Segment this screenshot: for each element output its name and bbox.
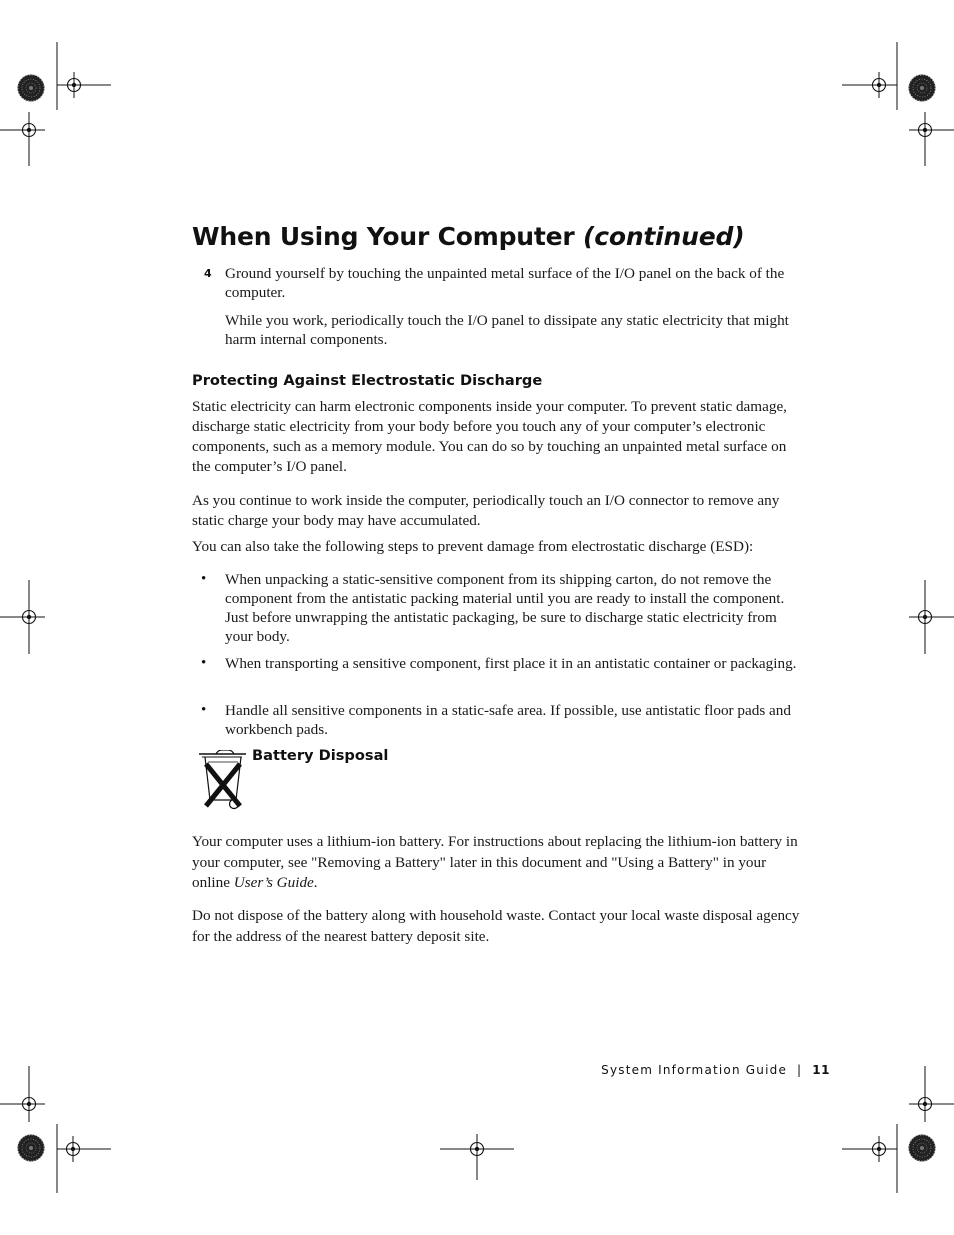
page-number: 11 <box>812 1063 830 1077</box>
step-number: 4 <box>204 267 212 280</box>
page-title <box>192 222 744 251</box>
esd-heading: Protecting Against Electrostatic Discharge <box>192 372 543 389</box>
battery-heading: Battery Disposal <box>252 747 389 764</box>
battery-paragraph-2: Do not dispose of the battery along with household waste. Contact your local waste disposal agency for the address of the nearest battery deposit site. <box>192 907 800 945</box>
bullet-glyph: • <box>201 702 207 718</box>
esd-bullet-1: When unpacking a static-sensitive component from its shipping carton, do not remove the component from the antistatic packing material until you are ready to install the component. Just before unwrapping the antistatic packaging, be sure to discharge static electricity from your body. <box>225 571 785 645</box>
battery-paragraph-1 <box>192 832 804 894</box>
bullet-glyph: • <box>201 571 207 587</box>
crossed-out-wheeled-bin-icon <box>196 750 250 814</box>
color-bar-top-right <box>909 75 936 102</box>
footer-guide-name: System Information Guide <box>601 1063 788 1077</box>
color-bar-bottom-left <box>18 1135 45 1162</box>
esd-paragraph-3: You can also take the following steps to prevent damage from electrostatic discharge (ESD): <box>192 538 754 555</box>
footer-separator: | <box>797 1063 803 1077</box>
esd-bullet-3: Handle all sensitive components in a static-safe area. If possible, use antistatic floor pads and workbench pads. <box>225 702 791 738</box>
battery-paragraph-1-end: . <box>313 874 318 891</box>
esd-paragraph-1: Static electricity can harm electronic components inside your computer. To prevent static damage, discharge static electricity from your body before you touch any of your computer’s electronic components, such as a memory module. You can do so by touching an unpainted metal surface on the computer’s I/O panel. <box>192 398 787 475</box>
color-bar-bottom-right <box>909 1135 936 1162</box>
color-bar-top-left <box>18 75 45 102</box>
page-title-main: When Using Your Computer <box>192 222 575 251</box>
bullet-glyph: • <box>201 655 207 671</box>
page-footer <box>601 1062 830 1078</box>
step-note: While you work, periodically touch the I/O panel to dissipate any static electricity that might harm internal components. <box>225 312 789 348</box>
battery-paragraph-1-text: Your computer uses a lithium-ion battery. For instructions about replacing the lithium-ion battery in your computer, see "Removing a Battery" later in this document and "Using a Battery" in your online <box>192 833 798 891</box>
esd-paragraph-2: As you continue to work inside the computer, periodically touch an I/O connector to remove any static charge your body may have accumulated. <box>192 492 780 529</box>
esd-bullet-2: When transporting a sensitive component, first place it in an antistatic container or packaging. <box>225 655 797 672</box>
users-guide-title: User’s Guide <box>233 874 314 891</box>
step-text: Ground yourself by touching the unpainted metal surface of the I/O panel on the back of the computer. <box>225 265 785 301</box>
page-title-continued: (continued) <box>583 222 745 251</box>
